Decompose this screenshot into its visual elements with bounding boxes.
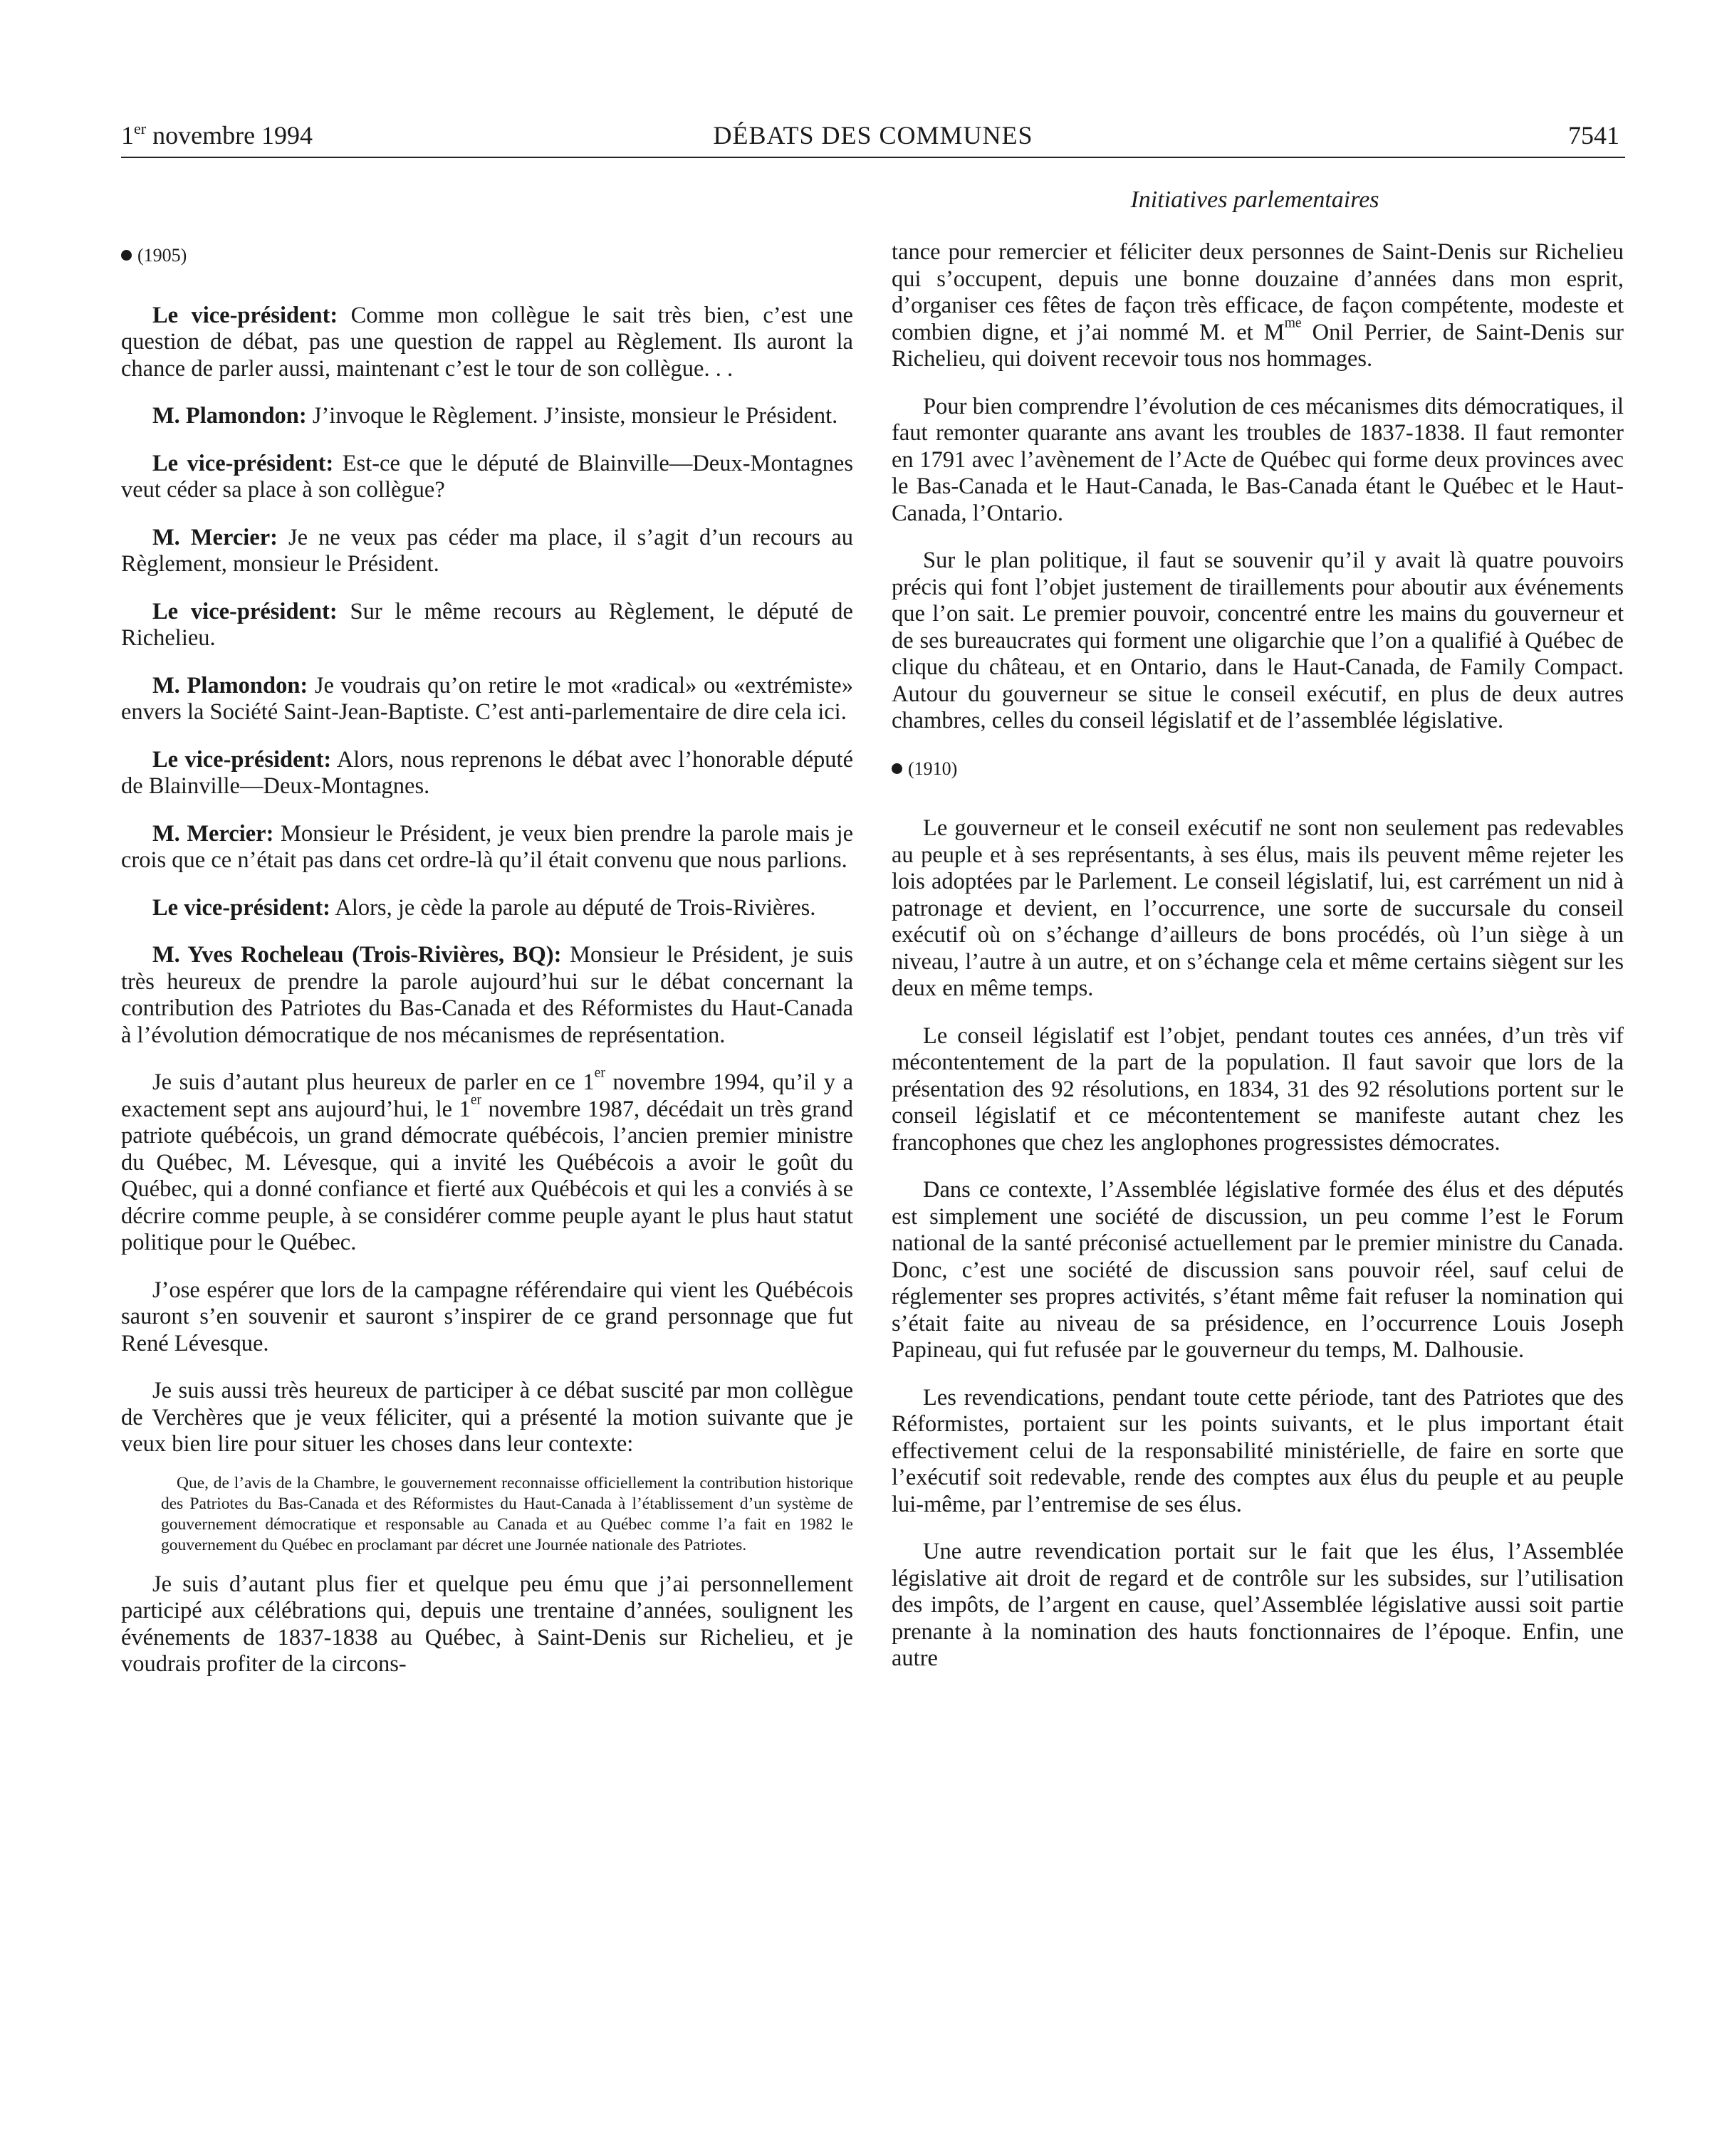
speaker-name: Le vice-président: <box>152 450 334 476</box>
section-title: Initiatives parlementaires <box>1130 187 1379 213</box>
speaker-name: M. Yves Rocheleau (Trois-Rivières, BQ): <box>152 942 562 968</box>
speaker-name: M. Mercier: <box>152 820 274 847</box>
speech-paragraph: Je suis d’autant plus fier et quelque peu ému que j’ai personnellement participé aux célébrations qui, depuis une trentaine d’années, soulignent les événements de 1837-1838 au Québec, à Saint-Denis sur Richelieu, et je voudrais profiter de la circons- <box>121 1571 853 1677</box>
speaker-name: Le vice-président: <box>152 302 338 328</box>
speech-paragraph: M. Plamondon: J’invoque le Règlement. J’insiste, monsieur le Président. <box>152 403 838 429</box>
speech-paragraph: Le vice-président: Alors, je cède la parole au député de Trois-Rivières. <box>152 894 816 921</box>
speaker-name: Le vice-président: <box>152 598 338 624</box>
speech-paragraph: Le vice-président: Est-ce que le député de Blainville—Deux-Montagnes veut céder sa place à son collègue? <box>121 450 853 503</box>
speaker-name: M. Plamondon: <box>152 672 308 698</box>
speech-paragraph: M. Plamondon: Je voudrais qu’on retire le mot «radical» ou «extrémiste» envers la Société Saint-Jean-Baptiste. C’est anti-parlementaire de dire cela ici. <box>121 672 853 725</box>
speech-paragraph: Sur le plan politique, il faut se souvenir qu’il y avait là quatre pouvoirs précis qui font l’objet justement de tiraillements pour aboutir aux événements que l’on sait. Le premier pouvoir, concentré entre les mains du gouverneur et de ses bureaucrates qui forment une oligarchie que l’on a qualifié à Québec de clique du château, et en Ontario, dans le Haut-Canada, de Family Compact. Autour du gouverneur se situe le conseil exécutif, en plus de deux autres chambres, celles du conseil législatif et de l’assemblée législative. <box>892 548 1624 733</box>
speaker-name: M. Mercier: <box>152 524 278 550</box>
time-marker: (1910) <box>892 755 1624 783</box>
time-marker: (1905) <box>121 242 853 269</box>
speaker-name: M. Plamondon: <box>152 403 307 429</box>
speech-paragraph: M. Mercier: Je ne veux pas céder ma place, il s’agit d’un recours au Règlement, monsieur le Président. <box>121 524 853 577</box>
journal-title: DÉBATS DES COMMUNES <box>713 121 1033 150</box>
speech-paragraph: Une autre revendication portait sur le fait que les élus, l’Assemblée législative ait droit de regard et de contrôle sur les subsides, sur l’utilisation des impôts, de l’argent en cause, quel’Assemblée législative aussi soit partie prenante à la nomination des hauts fonctionnaires de l’époque. Enfin, une autre <box>892 1539 1624 1671</box>
header-date: 1er novembre 1994 <box>121 120 313 150</box>
speech-paragraph: Le vice-président: Comme mon collègue le sait très bien, c’est une question de débat, pas une question de rappel au Règlement. Ils auront la chance de parler aussi, maintenant c’est le tour de son collègue. . . <box>121 302 853 382</box>
speech-paragraph: Les revendications, pendant toute cette période, tant des Patriotes que des Réformistes, portaient sur les points suivants, et le plus important était effectivement celui de la responsabilité ministérielle, de faire en sorte que l’exécutif soit redevable, rende des comptes aux élus du peuple et au peuple lui-même, par l’entremise de ses élus. <box>892 1384 1624 1517</box>
speech-paragraph: Le conseil législatif est l’objet, pendant toutes ces années, d’un très vif mécontentement de la part de la population. Il faut savoir que lors de la présentation des 92 résolutions, en 1834, 31 des 92 résolutions portent sur le conseil législatif et ce mécontentement se manifeste autant chez les francophones que chez les anglophones progressistes démocrates. <box>892 1022 1624 1156</box>
speech-paragraph: Pour bien comprendre l’évolution de ces mécanismes dits démocratiques, il faut remonter quarante ans avant les troubles de 1837-1838. Il faut remonter en 1791 avec l’avènement de l’Acte de Québec qui forme deux provinces avec le Bas-Canada et le Haut-Canada, le Bas-Canada étant le Québec et le Haut-Canada, l’Ontario. <box>892 393 1624 526</box>
right-column <box>892 239 1624 1693</box>
bullet-icon <box>892 763 902 774</box>
speech-paragraph: tance pour remercier et féliciter deux personnes de Saint-Denis sur Richelieu qui s’occupent, depuis une bonne douzaine d’années dans mon esprit, d’organiser ces fêtes de façon très efficace, de façon compétente, modeste et combien digne, et j’ai nommé M. et $M^{me}$ Onil Perrier, de Saint-Denis sur Richelieu, qui doivent recevoir tous nos hommages. <box>892 239 1624 372</box>
speaker-name: Le vice-président: <box>152 746 332 773</box>
speech-paragraph: Dans ce contexte, l’Assemblée législative formée des élus et des députés est simplement une société de discussion, un peu comme l’est le Forum national de la santé préconisé actuellement par le premier ministre du Canada. Donc, c’est une société de discussion sans pouvoir réel, sauf celui de réglementer ses propres activités, s’étant même fait refuser la nomination qui s’était faite au niveau de sa présidence, en l’occurrence Louis Joseph Papineau, qui fut refusée par le gouverneur du temps, M. Dalhousie. <box>892 1177 1624 1363</box>
page-number: 7541 <box>1568 121 1619 150</box>
left-column <box>121 239 853 1699</box>
speech-paragraph: Je suis aussi très heureux de participer à ce débat suscité par mon collègue de Verchères que je veux féliciter, qui a présenté la motion suivante que je veux bien lire pour situer les choses dans leur contexte: <box>121 1378 853 1457</box>
speech-paragraph: M. Mercier: Monsieur le Président, je veux bien prendre la parole mais je crois que ce n’était pas dans cet ordre-là qu’il était convenu que nous parlions. <box>121 820 853 873</box>
speech-paragraph: Je suis d’autant plus heureux de parler en ce 1er novembre 1994, qu’il y a exactement sept ans aujourd’hui, le 1er novembre 1987, décédait un très grand patriote québécois, un grand démocrate québécois, l’ancien premier ministre du Québec, M. Lévesque, qui a invité les Québécois a avoir le goût du Québec, qui a donné confiance et fierté aux Québécois et qui les a conviés à se décrire comme peuple, à se considérer comme peuple ayant le plus haut statut politique pour le Québec. <box>121 1065 853 1255</box>
bullet-icon <box>121 250 132 261</box>
page-header <box>121 114 1625 158</box>
speech-paragraph: Le vice-président: Alors, nous reprenons le débat avec l’honorable député de Blainville—Deux-Montagnes. <box>121 746 853 799</box>
motion-quote: Que, de l’avis de la Chambre, le gouvernement reconnaisse officiellement la contribution historique des Patriotes du Bas-Canada et des Réformistes du Haut-Canada à l’établissement d’un système de gouvernement démocratique et responsable au Canada et au Québec comme l’a fait en 1982 le gouvernement du Québec en proclamant par décret une Journée nationale des Patriotes. <box>161 1473 853 1554</box>
speech-paragraph: J’ose espérer que lors de la campagne référendaire qui vient les Québécois sauront s’en souvenir et sauront s’inspirer de ce grand personnage que fut René Lévesque. <box>121 1277 853 1356</box>
speech-paragraph: Le gouverneur et le conseil exécutif ne sont non seulement pas redevables au peuple et à ses représentants, à ses élus, mais ils peuvent même rejeter les lois adoptées par le Parlement. Le conseil législatif, lui, est carrément un nid à patronage et devient, en l’occurrence, une sorte de succursale du conseil exécutif où on s’échange d’ailleurs de bons procédés, où l’un siège à un niveau, l’autre à un autre, et on s’échange cela et même certains siègent sur les deux en même temps. <box>892 815 1624 1001</box>
speaker-name: Le vice-président: <box>152 894 331 921</box>
speech-paragraph: M. Yves Rocheleau (Trois-Rivières, BQ): Monsieur le Président, je suis très heureux de prendre la parole aujourd’hui sur le débat concernant la contribution des Patriotes du Bas-Canada et des Réformistes du Haut-Canada à l’évolution démocratique de nos mécanismes de représentation. <box>121 942 853 1048</box>
speech-paragraph: Le vice-président: Sur le même recours au Règlement, le député de Richelieu. <box>121 598 853 651</box>
